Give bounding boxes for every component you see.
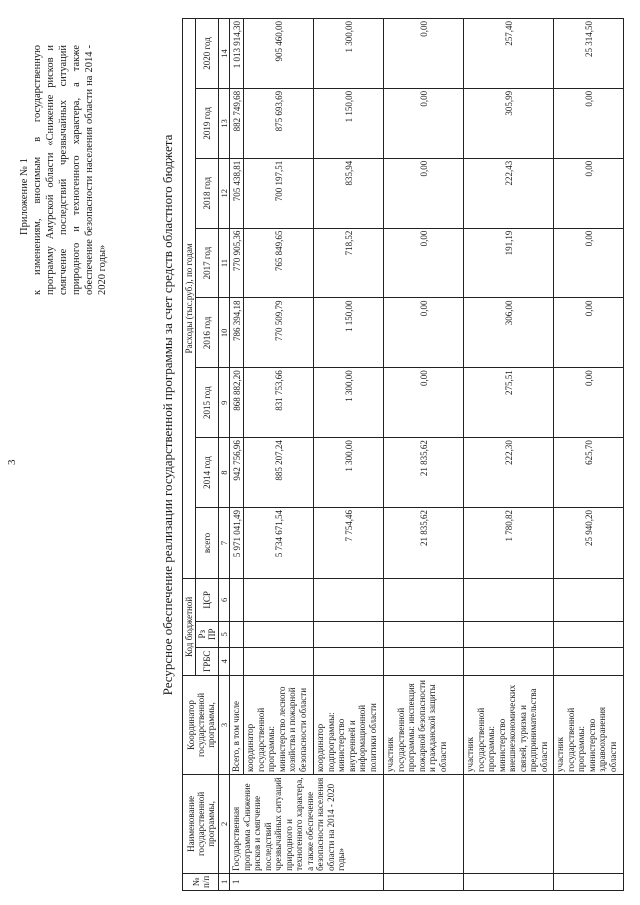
year-cell: 0,00 xyxy=(554,298,624,368)
year-cell: 0,00 xyxy=(384,368,464,438)
empty-cell xyxy=(244,621,314,647)
year-cell: 0,00 xyxy=(384,298,464,368)
header-expenses: Расходы (тыс.руб.), по годам xyxy=(183,19,196,579)
header-row-1 xyxy=(183,19,196,891)
budget-table xyxy=(182,18,624,891)
year-cell: 770 509,79 xyxy=(244,298,314,368)
year-cell: 1 150,00 xyxy=(314,298,384,368)
header-grbs: ГРБС xyxy=(196,647,219,675)
empty-cell xyxy=(554,873,624,890)
index-cell: 9 xyxy=(219,368,230,438)
header-name: Наименование государственной программы, xyxy=(183,774,219,873)
year-cell: 0,00 xyxy=(384,88,464,158)
year-cell: 718,52 xyxy=(314,228,384,298)
program-num: 1 xyxy=(230,873,384,890)
appendix-block xyxy=(18,45,109,295)
empty-cell xyxy=(230,578,244,621)
index-cell: 10 xyxy=(219,298,230,368)
header-budget-code: Код бюджетной xyxy=(183,578,196,675)
header-year: 2017 год xyxy=(196,228,219,298)
empty-cell xyxy=(314,647,384,675)
index-cell: 4 xyxy=(219,647,230,675)
year-cell: 1 300,00 xyxy=(314,368,384,438)
empty-cell xyxy=(554,647,624,675)
table-row xyxy=(464,19,554,891)
index-cell: 3 xyxy=(219,675,230,774)
total-cell: 5 971 041,49 xyxy=(230,507,244,578)
index-cell: 6 xyxy=(219,578,230,621)
year-cell: 705 438,81 xyxy=(230,158,244,228)
year-cell: 0,00 xyxy=(554,368,624,438)
header-csr: ЦСР xyxy=(196,578,219,621)
header-year: 2018 год xyxy=(196,158,219,228)
document-title: Ресурсное обеспечение реализации государственной программы за счет средств областного бюджета xyxy=(160,134,175,696)
empty-cell xyxy=(244,647,314,675)
year-cell: 831 753,66 xyxy=(244,368,314,438)
year-cell: 625,70 xyxy=(554,438,624,508)
index-cell: 14 xyxy=(219,19,230,89)
header-coordinator: Координатор государственной программы, xyxy=(183,675,219,774)
year-cell: 770 905,36 xyxy=(230,228,244,298)
index-cell: 2 xyxy=(219,774,230,873)
empty-cell xyxy=(244,578,314,621)
empty-cell xyxy=(384,774,464,873)
index-cell: 13 xyxy=(219,88,230,158)
year-cell: 21 835,62 xyxy=(384,438,464,508)
year-cell: 1 013 914,30 xyxy=(230,19,244,89)
year-cell: 257,40 xyxy=(464,19,554,89)
empty-cell xyxy=(230,621,244,647)
year-cell: 765 849,65 xyxy=(244,228,314,298)
year-cell: 222,43 xyxy=(464,158,554,228)
empty-cell xyxy=(464,873,554,890)
year-cell: 0,00 xyxy=(384,158,464,228)
year-cell: 1 300,00 xyxy=(314,438,384,508)
empty-cell xyxy=(384,647,464,675)
year-cell: 1 300,00 xyxy=(314,19,384,89)
coordinator-cell: участник государственной программы: министерство здравоохранения области xyxy=(554,675,624,774)
year-cell: 942 756,96 xyxy=(230,438,244,508)
index-cell: 11 xyxy=(219,228,230,298)
empty-cell xyxy=(314,578,384,621)
program-name: Государственная программа «Снижение рисков и смягчение последствий чрезвычайных ситуаций природного и техногенного характера, а также обеспечение безопасности населения области на 2014 - 2020 годы» xyxy=(230,774,384,873)
empty-cell xyxy=(464,578,554,621)
year-cell: 0,00 xyxy=(554,88,624,158)
table-row xyxy=(384,19,464,891)
total-cell: 7 754,46 xyxy=(314,507,384,578)
coordinator-cell: участник государственной программы: инспекция пожарной безопасности и гражданской защиты области xyxy=(384,675,464,774)
year-cell: 875 693,69 xyxy=(244,88,314,158)
empty-cell xyxy=(384,621,464,647)
coordinator-cell: Всего, в том числе xyxy=(230,675,244,774)
year-cell: 0,00 xyxy=(554,228,624,298)
year-cell: 191,19 xyxy=(464,228,554,298)
year-cell: 885 207,24 xyxy=(244,438,314,508)
table-row xyxy=(230,19,244,891)
empty-cell xyxy=(554,621,624,647)
empty-cell xyxy=(314,621,384,647)
table-row xyxy=(554,19,624,891)
year-cell: 835,94 xyxy=(314,158,384,228)
page-number: 3 xyxy=(6,459,18,465)
empty-cell xyxy=(230,647,244,675)
total-cell: 21 835,62 xyxy=(384,507,464,578)
header-year: 2014 год xyxy=(196,438,219,508)
header-rzpr: Рз ПР xyxy=(196,621,219,647)
year-cell: 700 197,51 xyxy=(244,158,314,228)
year-cell: 0,00 xyxy=(384,19,464,89)
year-cell: 882 749,68 xyxy=(230,88,244,158)
header-year: 2019 год xyxy=(196,88,219,158)
year-cell: 1 150,00 xyxy=(314,88,384,158)
header-year: 2015 год xyxy=(196,368,219,438)
index-cell: 7 xyxy=(219,507,230,578)
header-num: № п/п xyxy=(183,873,219,890)
empty-cell xyxy=(554,578,624,621)
header-year: 2016 год xyxy=(196,298,219,368)
coordinator-cell: координатор подпрограммы: министерство внутренней и информационной политики области xyxy=(314,675,384,774)
index-cell: 12 xyxy=(219,158,230,228)
empty-cell xyxy=(554,774,624,873)
year-cell: 275,51 xyxy=(464,368,554,438)
empty-cell xyxy=(384,578,464,621)
empty-cell xyxy=(464,647,554,675)
year-cell: 306,00 xyxy=(464,298,554,368)
coordinator-cell: участник государственной программы: министерство внешнеэкономических связей, туризма и предпринимательства области xyxy=(464,675,554,774)
appendix-text: к изменениям, вносимым в государственную программу Амурской области «Снижение рисков и смягчение последствий чрезвычайных ситуаций природного и техногенного характера, а также обеспечение безопасности населения области на 2014 - 2020 годы» xyxy=(32,45,108,295)
appendix-label: Приложение № 1 xyxy=(19,158,30,235)
header-year: 2020 год xyxy=(196,19,219,89)
index-cell: 1 xyxy=(219,873,230,890)
year-cell: 222,30 xyxy=(464,438,554,508)
index-cell: 5 xyxy=(219,621,230,647)
table-row xyxy=(314,19,384,891)
year-cell: 905 460,00 xyxy=(244,19,314,89)
year-cell: 305,99 xyxy=(464,88,554,158)
empty-cell xyxy=(464,621,554,647)
total-cell: 25 940,20 xyxy=(554,507,624,578)
empty-cell xyxy=(384,873,464,890)
empty-cell xyxy=(464,774,554,873)
year-cell: 0,00 xyxy=(554,158,624,228)
index-row xyxy=(219,19,230,891)
index-cell: 8 xyxy=(219,438,230,508)
year-cell: 786 394,18 xyxy=(230,298,244,368)
table-row xyxy=(244,19,314,891)
year-cell: 868 882,20 xyxy=(230,368,244,438)
total-cell: 1 780,82 xyxy=(464,507,554,578)
year-cell: 25 314,50 xyxy=(554,19,624,89)
year-cell: 0,00 xyxy=(384,228,464,298)
total-cell: 5 734 671,54 xyxy=(244,507,314,578)
coordinator-cell: координатор государственной программы: министерство лесного хозяйства и пожарной безопасности области xyxy=(244,675,314,774)
header-total: всего xyxy=(196,507,219,578)
